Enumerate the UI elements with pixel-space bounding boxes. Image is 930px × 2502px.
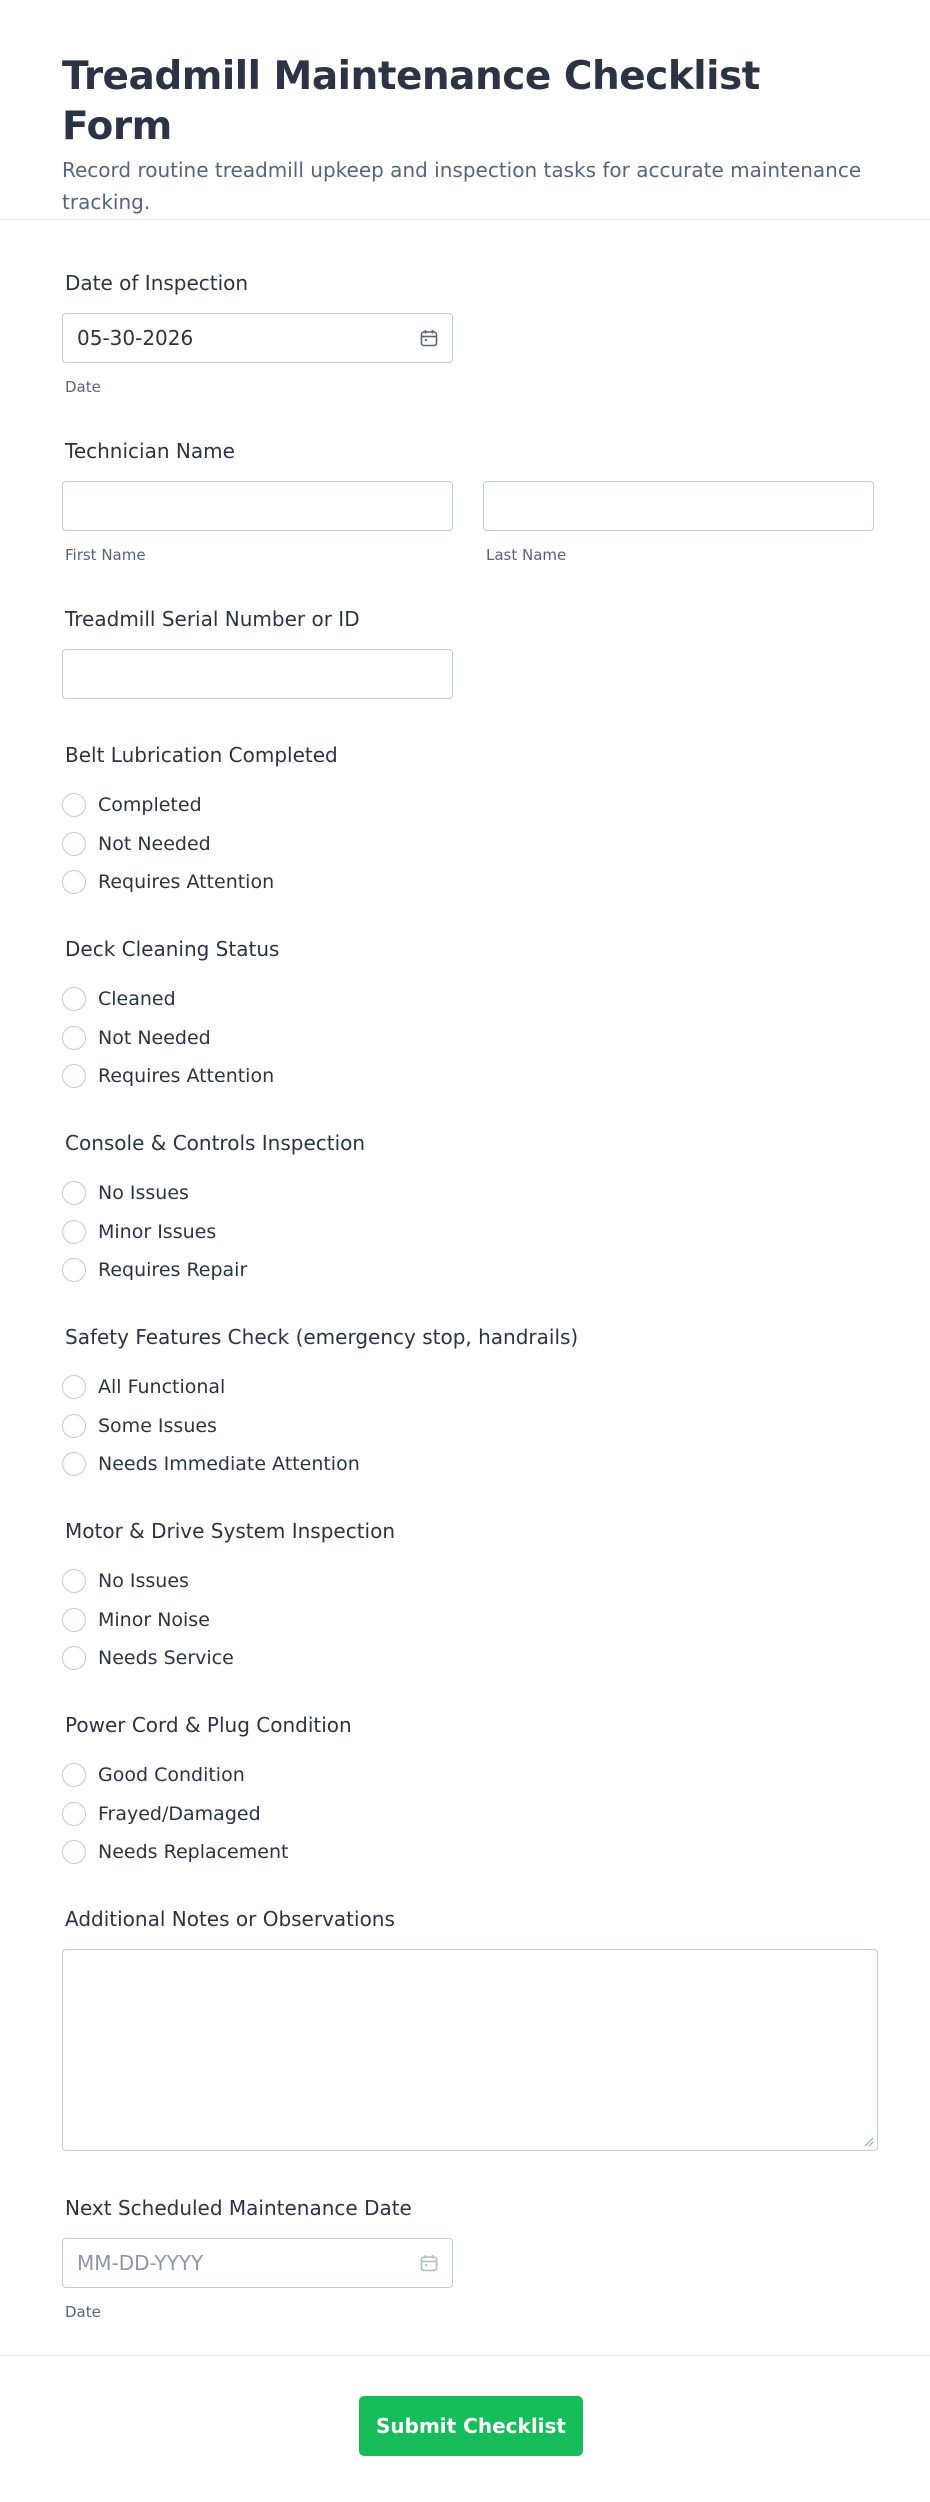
- inspection-date-value: 05-30-2026: [77, 326, 194, 350]
- radio-button[interactable]: [62, 832, 86, 856]
- belt-lubrication-field: [62, 742, 878, 902]
- radio-button[interactable]: [62, 1026, 86, 1050]
- radio-option[interactable]: Minor Noise: [62, 1601, 878, 1640]
- next-maintenance-input[interactable]: [62, 2238, 453, 2288]
- inspection-date-sublabel: Date: [65, 378, 101, 396]
- inspection-date-field: [62, 270, 878, 397]
- radio-option[interactable]: No Issues: [62, 1174, 878, 1213]
- last-name-sublabel: Last Name: [486, 546, 567, 564]
- radio-option[interactable]: Minor Issues: [62, 1213, 878, 1252]
- radio-option[interactable]: Requires Repair: [62, 1251, 878, 1290]
- radio-button[interactable]: [62, 1220, 86, 1244]
- calendar-icon[interactable]: [420, 329, 438, 347]
- radio-option[interactable]: Some Issues: [62, 1407, 878, 1446]
- form-subtitle: Record routine treadmill upkeep and inspection tasks for accurate maintenance tracking.: [62, 158, 862, 214]
- first-name-input[interactable]: [62, 481, 453, 531]
- inspection-date-input[interactable]: [62, 313, 453, 363]
- notes-field: [62, 1906, 878, 2151]
- radio-option[interactable]: Not Needed: [62, 1019, 878, 1058]
- radio-button[interactable]: [62, 1258, 86, 1282]
- radio-option[interactable]: Requires Attention: [62, 863, 878, 902]
- form-footer: [0, 2355, 930, 2502]
- radio-button[interactable]: [62, 1802, 86, 1826]
- technician-name-field: [62, 438, 878, 565]
- radio-option[interactable]: Needs Service: [62, 1639, 878, 1678]
- serial-number-input[interactable]: [62, 649, 453, 699]
- next-maintenance-sublabel: Date: [65, 2303, 101, 2321]
- next-maintenance-field: [62, 2195, 878, 2322]
- safety-features-label: Safety Features Check (emergency stop, handrails): [65, 1325, 579, 1349]
- form-header: [0, 0, 930, 220]
- radio-option[interactable]: Needs Replacement: [62, 1833, 878, 1872]
- radio-button[interactable]: [62, 1452, 86, 1476]
- inspection-date-label: Date of Inspection: [65, 271, 249, 295]
- radio-option[interactable]: Needs Immediate Attention: [62, 1445, 878, 1484]
- motor-drive-field: [62, 1518, 878, 1678]
- radio-option[interactable]: Good Condition: [62, 1756, 878, 1795]
- radio-option[interactable]: All Functional: [62, 1368, 878, 1407]
- radio-option[interactable]: Cleaned: [62, 980, 878, 1019]
- serial-number-field: [62, 606, 878, 699]
- notes-textarea[interactable]: [62, 1949, 878, 2151]
- next-maintenance-label: Next Scheduled Maintenance Date: [65, 2196, 412, 2220]
- radio-option[interactable]: Requires Attention: [62, 1057, 878, 1096]
- radio-button[interactable]: [62, 870, 86, 894]
- radio-button[interactable]: [62, 1181, 86, 1205]
- radio-option[interactable]: No Issues: [62, 1562, 878, 1601]
- next-maintenance-placeholder: MM-DD-YYYY: [77, 2251, 204, 2275]
- console-inspection-label: Console & Controls Inspection: [65, 1131, 366, 1155]
- safety-features-field: [62, 1324, 878, 1484]
- radio-option[interactable]: Not Needed: [62, 825, 878, 864]
- serial-number-label: Treadmill Serial Number or ID: [65, 607, 360, 631]
- calendar-icon[interactable]: [420, 2254, 438, 2272]
- radio-option[interactable]: Frayed/Damaged: [62, 1795, 878, 1834]
- first-name-sublabel: First Name: [65, 546, 146, 564]
- radio-button[interactable]: [62, 1840, 86, 1864]
- last-name-input[interactable]: [483, 481, 874, 531]
- belt-lubrication-label: Belt Lubrication Completed: [65, 743, 338, 767]
- power-cord-label: Power Cord & Plug Condition: [65, 1713, 352, 1737]
- radio-button[interactable]: [62, 1064, 86, 1088]
- radio-button[interactable]: [62, 987, 86, 1011]
- radio-option[interactable]: Completed: [62, 786, 878, 825]
- console-inspection-field: [62, 1130, 878, 1290]
- motor-drive-label: Motor & Drive System Inspection: [65, 1519, 396, 1543]
- radio-button[interactable]: [62, 1608, 86, 1632]
- notes-label: Additional Notes or Observations: [65, 1907, 395, 1931]
- radio-button[interactable]: [62, 1375, 86, 1399]
- radio-button[interactable]: [62, 793, 86, 817]
- deck-cleaning-label: Deck Cleaning Status: [65, 937, 280, 961]
- form-title: Treadmill Maintenance Checklist Form: [62, 54, 760, 149]
- deck-cleaning-field: [62, 936, 878, 1096]
- submit-button[interactable]: Submit Checklist: [359, 2396, 583, 2456]
- resize-grip-icon[interactable]: [864, 2137, 874, 2147]
- radio-button[interactable]: [62, 1763, 86, 1787]
- radio-button[interactable]: [62, 1646, 86, 1670]
- power-cord-field: [62, 1712, 878, 1872]
- form-body: [0, 220, 930, 2350]
- radio-button[interactable]: [62, 1414, 86, 1438]
- radio-button[interactable]: [62, 1569, 86, 1593]
- technician-name-label: Technician Name: [65, 439, 235, 463]
